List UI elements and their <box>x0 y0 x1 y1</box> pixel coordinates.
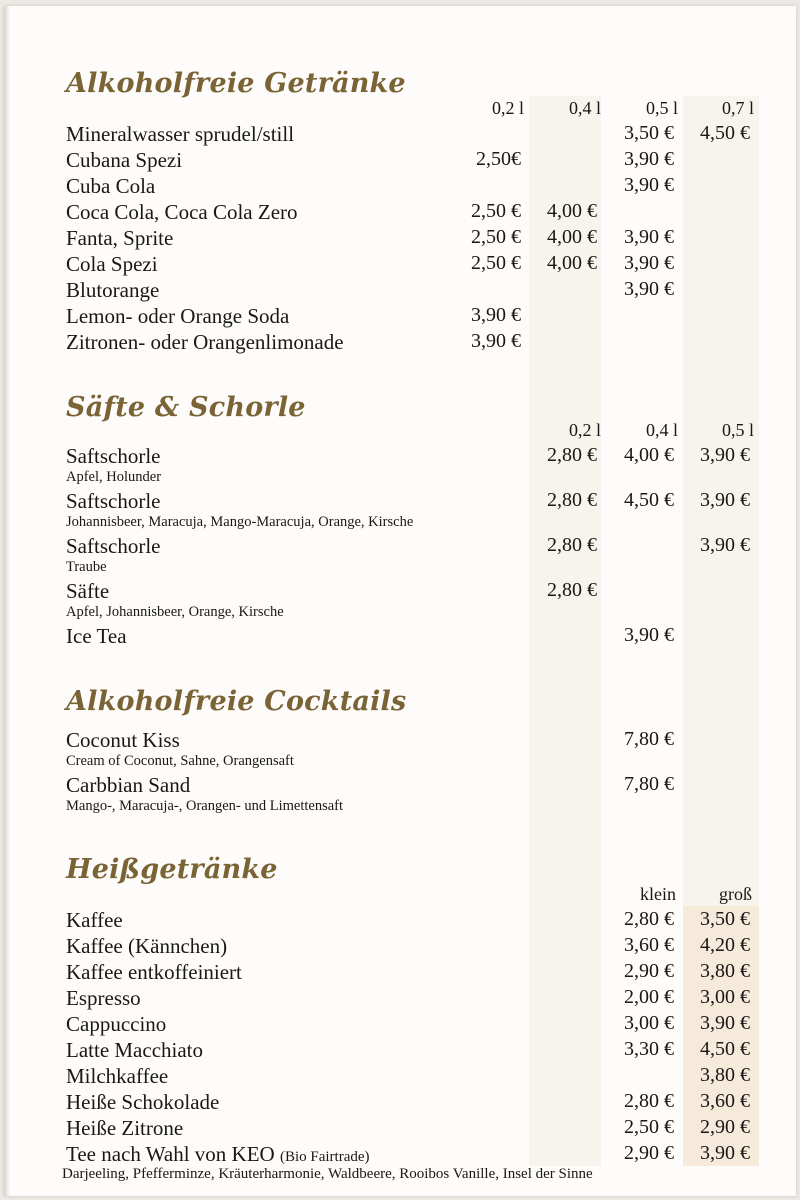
menu-item <box>4 1090 796 1116</box>
section-title: Säfte & Schorle <box>66 392 306 423</box>
item-name: Carbbian Sand <box>66 773 191 797</box>
column-header: 0,5 l <box>721 420 754 440</box>
item-price: 2,90 € <box>700 1116 750 1138</box>
column-header: 0,5 l <box>645 98 678 118</box>
item-price: 3,00 € <box>700 986 750 1008</box>
section-title: Alkoholfreie Cocktails <box>66 686 407 717</box>
item-price: 7,80 € <box>624 773 674 795</box>
menu-item <box>4 1038 796 1064</box>
menu-item <box>4 226 796 252</box>
item-price: 3,30 € <box>624 1038 674 1060</box>
section-title: Heißgetränke <box>66 854 278 885</box>
item-price: 2,80 € <box>547 444 597 466</box>
item-name: Heiße Schokolade <box>66 1090 220 1114</box>
item-description: Mango-, Maracuja-, Orangen- und Limettensaft <box>66 798 344 814</box>
item-price: 4,00 € <box>624 444 674 466</box>
item-name: Cubana Spezi <box>66 148 183 172</box>
menu-item <box>4 200 796 226</box>
menu-item <box>4 728 796 769</box>
menu-item <box>4 579 796 620</box>
section-title: Alkoholfreie Getränke <box>66 68 406 99</box>
item-name: Fanta, Sprite <box>66 226 174 250</box>
item-description: Apfel, Holunder <box>66 469 162 485</box>
item-price: 2,50 € <box>471 200 521 222</box>
item-name: Lemon- oder Orange Soda <box>66 304 290 328</box>
item-price: 2,80 € <box>547 579 597 601</box>
item-name: Säfte <box>66 579 110 603</box>
menu-item <box>4 934 796 960</box>
item-name-main: Tee nach Wahl von KEO <box>66 1142 275 1166</box>
item-name: Zitronen- oder Orangenlimonade <box>66 330 344 354</box>
menu-item <box>4 330 796 356</box>
item-price: 2,90 € <box>624 1142 674 1164</box>
item-price: 3,00 € <box>624 1012 674 1034</box>
item-price: 3,90 € <box>471 330 521 352</box>
menu-item <box>4 444 796 485</box>
column-header: klein <box>640 884 676 904</box>
menu-item <box>4 960 796 986</box>
item-name: Saftschorle <box>66 444 161 468</box>
menu-item <box>4 908 796 934</box>
menu-item <box>4 1116 796 1142</box>
menu-item <box>4 252 796 278</box>
item-name: Kaffee entkoffeiniert <box>66 960 242 984</box>
item-name: Saftschorle <box>66 534 161 558</box>
item-price: 3,90 € <box>624 278 674 300</box>
item-name: Blutorange <box>66 278 160 302</box>
item-price: 2,50 € <box>471 226 521 248</box>
item-price: 3,90 € <box>700 1012 750 1034</box>
item-price: 3,90 € <box>624 148 674 170</box>
item-name: Coconut Kiss <box>66 728 180 752</box>
item-price: 3,90 € <box>700 444 750 466</box>
item-price: 3,60 € <box>700 1090 750 1112</box>
item-price: 3,90 € <box>624 252 674 274</box>
item-name: Cappuccino <box>66 1012 167 1036</box>
menu-item <box>4 1064 796 1090</box>
item-price: 4,20 € <box>700 934 750 956</box>
item-name: Coca Cola, Coca Cola Zero <box>66 200 298 224</box>
item-price: 3,80 € <box>700 1064 750 1086</box>
item-price: 4,50 € <box>624 489 674 511</box>
item-price: 3,90 € <box>624 174 674 196</box>
item-price: 2,00 € <box>624 986 674 1008</box>
item-description: Cream of Coconut, Sahne, Orangensaft <box>66 753 294 769</box>
item-price: 3,90 € <box>624 226 674 248</box>
menu-item <box>4 534 796 575</box>
column-header: 0,4 l <box>568 98 601 118</box>
item-price: 3,90 € <box>471 304 521 326</box>
item-price: 3,80 € <box>700 960 750 982</box>
menu-page <box>4 6 796 1196</box>
item-price: 3,90 € <box>700 534 750 556</box>
item-price: 2,80 € <box>624 908 674 930</box>
column-header: 0,2 l <box>491 98 524 118</box>
item-description: Apfel, Johannisbeer, Orange, Kirsche <box>66 604 284 620</box>
tea-varieties-footnote: Darjeeling, Pfefferminze, Kräuterharmonie, Waldbeere, Rooibos Vanille, Insel der Sinne <box>62 1166 593 1182</box>
menu-item <box>4 1012 796 1038</box>
item-name: Cola Spezi <box>66 252 158 276</box>
item-name: Milchkaffee <box>66 1064 169 1088</box>
item-price: 3,50 € <box>624 122 674 144</box>
menu-item <box>4 773 796 814</box>
item-price: 3,90 € <box>624 624 674 646</box>
item-price: 2,80 € <box>624 1090 674 1112</box>
item-price: 7,80 € <box>624 728 674 750</box>
item-price: 2,80 € <box>547 534 597 556</box>
column-header: 0,4 l <box>645 420 678 440</box>
item-price: 2,50 € <box>471 252 521 274</box>
menu-item <box>4 489 796 530</box>
menu-item <box>4 148 796 174</box>
item-price: 3,90 € <box>700 1142 750 1164</box>
item-price: 3,90 € <box>700 489 750 511</box>
menu-item <box>4 1142 796 1168</box>
item-price: 3,50 € <box>700 908 750 930</box>
item-price: 2,90 € <box>624 960 674 982</box>
column-header: groß <box>719 884 752 904</box>
item-price: 3,60 € <box>624 934 674 956</box>
item-description: Traube <box>66 559 107 575</box>
item-name: Heiße Zitrone <box>66 1116 184 1140</box>
item-name: Latte Macchiato <box>66 1038 204 1062</box>
menu-item <box>4 624 796 650</box>
menu-item <box>4 122 796 148</box>
item-price: 4,00 € <box>547 252 597 274</box>
item-price: 2,80 € <box>547 489 597 511</box>
column-header: 0,2 l <box>568 420 601 440</box>
item-name: Kaffee (Kännchen) <box>66 934 228 958</box>
item-name: Cuba Cola <box>66 174 156 198</box>
item-description: Johannisbeer, Maracuja, Mango-Maracuja, Orange, Kirsche <box>66 514 414 530</box>
item-name: Mineralwasser sprudel/still <box>66 122 295 146</box>
item-price: 4,00 € <box>547 226 597 248</box>
item-price: 4,50 € <box>700 1038 750 1060</box>
item-price: 4,50 € <box>700 122 750 144</box>
item-name <box>66 1142 370 1167</box>
item-price: 4,00 € <box>547 200 597 222</box>
menu-item <box>4 174 796 200</box>
item-price: 2,50 € <box>624 1116 674 1138</box>
item-price: 2,50€ <box>476 148 521 170</box>
menu-item <box>4 986 796 1012</box>
column-header: 0,7 l <box>721 98 754 118</box>
item-name-suffix: (Bio Fairtrade) <box>279 1149 370 1165</box>
item-name: Espresso <box>66 986 141 1010</box>
menu-item <box>4 304 796 330</box>
item-name: Ice Tea <box>66 624 127 648</box>
menu-item <box>4 278 796 304</box>
item-name: Kaffee <box>66 908 123 932</box>
item-name: Saftschorle <box>66 489 161 513</box>
